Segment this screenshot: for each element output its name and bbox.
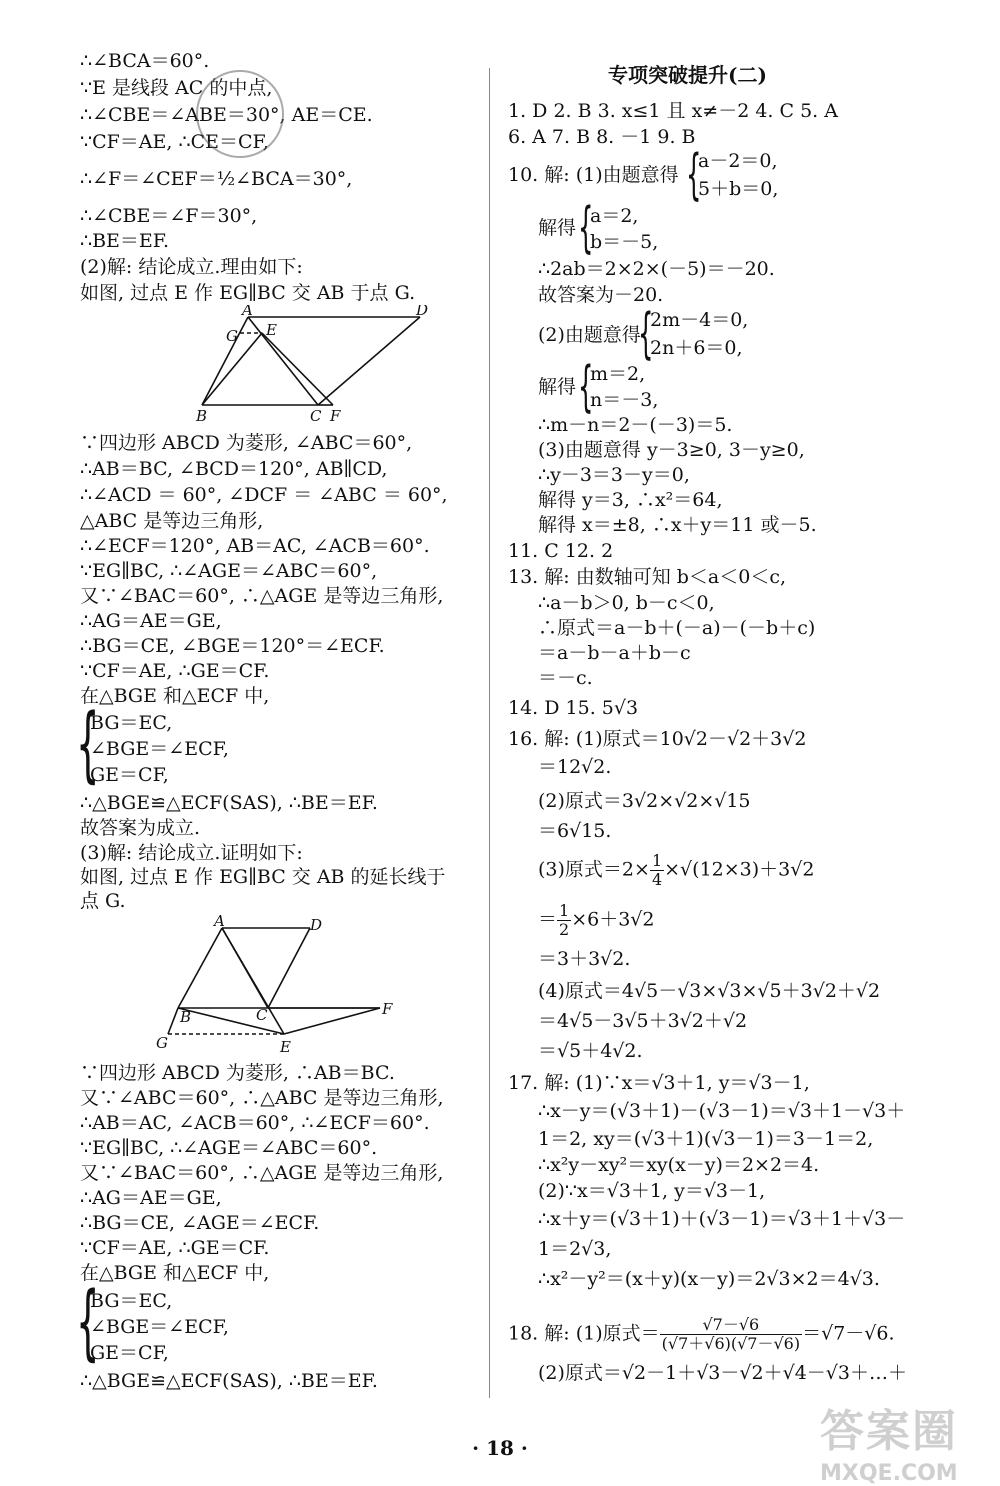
- text-line: ∴BE＝EF.: [80, 230, 170, 252]
- watermark-url: MXQE.COM: [820, 1461, 958, 1486]
- numerator: 1: [559, 901, 570, 920]
- brace: {: [578, 196, 594, 259]
- numerator: 1: [651, 851, 663, 870]
- text-line: (2)解: 结论成立.理由如下:: [80, 256, 303, 278]
- text-line: 故答案为成立.: [80, 817, 201, 839]
- text-line: ∵EG∥BC, ∴∠AGE＝∠ABC＝60°,: [80, 560, 378, 582]
- system-line: n＝－3,: [590, 389, 659, 411]
- label-E: E: [280, 1038, 291, 1056]
- text-line: ∵四边形 ABCD 为菱形, ∴AB＝BC.: [80, 1062, 395, 1084]
- system-line: 2n＋6＝0,: [650, 337, 743, 359]
- text-line: ＝12√2.: [538, 756, 612, 778]
- text-line: ∴x＋y＝(√3＋1)＋(√3－1)＝√3＋1＋√3－: [538, 1208, 906, 1230]
- system-line: BG＝EC,: [90, 712, 173, 734]
- watermark-text: 答案圈: [820, 1406, 958, 1457]
- text-line: (2)∵x＝√3＋1, y＝√3－1,: [538, 1180, 766, 1202]
- fraction: [650, 852, 664, 889]
- label-F: F: [382, 1000, 393, 1018]
- denominator: (√7＋√6)(√7－√6): [661, 1334, 801, 1353]
- text-line: ∴原式＝a－b＋(－a)－(－b＋c): [538, 617, 816, 639]
- question-10: 10. 解: (1)由题意得: [508, 164, 679, 186]
- question-18: [508, 1316, 895, 1353]
- text-line: ∴△BGE≌△ECF(SAS), ∴BE＝EF.: [80, 792, 378, 814]
- text-part: ×√(12×3)＋3√2: [664, 858, 815, 881]
- text-line: ∵四边形 ABCD 为菱形, ∠ABC＝60°,: [80, 432, 413, 454]
- fraction: [557, 902, 571, 939]
- text-line: 在△BGE 和△ECF 中,: [80, 685, 270, 707]
- text-line: 点 G.: [80, 890, 126, 912]
- label-F: F: [330, 407, 341, 423]
- text-line: ＝4√5－3√5＋3√2＋√2: [538, 1010, 748, 1032]
- page-number: · 18 ·: [472, 1436, 528, 1460]
- text-line: ∴AG＝AE＝GE,: [80, 610, 222, 632]
- text-part: ＝: [538, 908, 558, 931]
- text-line: 在△BGE 和△ECF 中,: [80, 1262, 270, 1284]
- text-line: ∴△BGE≌△ECF(SAS), ∴BE＝EF.: [80, 1370, 378, 1392]
- system-line: a＝2,: [590, 205, 639, 227]
- text-line: ∴x²y－xy²＝xy(x－y)＝2×2＝4.: [538, 1154, 820, 1176]
- text-line: ∴y－3＝3－y＝0,: [538, 464, 690, 486]
- text-line: ∴∠ECF＝120°, AB＝AC, ∠ACB＝60°.: [80, 535, 430, 557]
- text-line: △ABC 是等边三角形,: [80, 510, 264, 532]
- label-C: C: [310, 407, 322, 423]
- system-line: b＝－5,: [590, 231, 659, 253]
- text-part: 18. 解: (1)原式＝: [508, 1322, 660, 1345]
- text-line: ∵CF＝AE, ∴GE＝CF.: [80, 1237, 270, 1259]
- text-line: ∴BG＝CE, ∠BGE＝120°＝∠ECF.: [80, 635, 385, 657]
- brace: {: [76, 697, 100, 792]
- label-A: A: [214, 914, 225, 930]
- denominator: 2: [559, 920, 570, 939]
- stamp-mark: [184, 58, 297, 171]
- system-line: GE＝CF,: [90, 1342, 169, 1364]
- text-line: 1＝2, xy＝(√3＋1)(√3－1)＝3－1＝2,: [538, 1128, 874, 1150]
- text-line: 解得 x＝±8, ∴x＋y＝11 或－5.: [538, 514, 817, 536]
- text-line: 1＝2√3,: [538, 1238, 612, 1260]
- label-B: B: [196, 407, 208, 423]
- text-part: ＝√7－√6.: [802, 1322, 895, 1345]
- text-line: ∴∠F＝∠CEF＝½∠BCA＝30°,: [80, 168, 353, 190]
- figure-rhombus-2: [150, 914, 480, 1056]
- text-line: (2)由题意得: [538, 324, 641, 346]
- text-line: ∴BG＝CE, ∠AGE＝∠ECF.: [80, 1212, 320, 1234]
- text-line: ＝－c.: [538, 667, 593, 689]
- text-line: ∴AB＝AC, ∠ACB＝60°, ∴∠ECF＝60°.: [80, 1112, 430, 1134]
- text-line: ∴∠BCA＝60°.: [80, 50, 210, 72]
- label-G: G: [156, 1034, 168, 1052]
- text-line: ∵CF＝AE, ∴CE＝CF,: [80, 131, 269, 153]
- text-line: ∵E 是线段 AC 的中点,: [80, 77, 273, 99]
- system-line: m＝2,: [590, 363, 646, 385]
- text-part: ×6＋3√2: [571, 908, 655, 931]
- system-line: BG＝EC,: [90, 1290, 173, 1312]
- figure-rhombus-1: [190, 305, 450, 423]
- text-line: ＝3＋3√2.: [538, 948, 631, 970]
- label-G: G: [226, 327, 238, 345]
- answer-line: 11. C 12. 2: [508, 540, 614, 562]
- brace: {: [686, 143, 702, 206]
- system-line: 5＋b＝0,: [698, 178, 779, 200]
- label-D: D: [416, 305, 429, 319]
- text-line: ∴a－b＞0, b－c＜0,: [538, 592, 715, 614]
- answer-line: 14. D 15. 5√3: [508, 697, 639, 719]
- system-line: GE＝CF,: [90, 764, 169, 786]
- text-line: 解得 y＝3, ∴x²＝64,: [538, 489, 723, 511]
- text-line: ＝6√15.: [538, 820, 612, 842]
- text-line: 又∵∠BAC＝60°, ∴△AGE 是等边三角形,: [80, 1162, 444, 1184]
- text-line: 如图, 过点 E 作 EG∥BC 交 AB 于点 G.: [80, 282, 416, 304]
- text-line: (4)原式＝4√5－√3×√3×√5＋3√2＋√2: [538, 980, 881, 1002]
- column-divider: [489, 68, 490, 1398]
- watermark-logo: [820, 1395, 958, 1486]
- text-line: (3)解: 结论成立.证明如下:: [80, 842, 303, 864]
- text-line: 解得: [538, 217, 577, 239]
- text-line: ∵CF＝AE, ∴GE＝CF.: [80, 660, 270, 682]
- text-line: 故答案为－20.: [538, 284, 664, 306]
- system-line: ∠BGE＝∠ECF,: [90, 1316, 229, 1338]
- brace: {: [638, 302, 654, 365]
- text-line: 又∵∠BAC＝60°, ∴△AGE 是等边三角形,: [80, 585, 444, 607]
- text-line: ∴m－n＝2－(－3)＝5.: [538, 414, 733, 436]
- denominator: 4: [651, 870, 663, 889]
- answer-line: 1. D 2. B 3. x≤1 且 x≠－2 4. C 5. A: [508, 100, 838, 122]
- text-line: ∴AB＝BC, ∠BCD＝120°, AB∥CD,: [80, 458, 388, 480]
- text-line: ∴2ab＝2×2×(－5)＝－20.: [538, 258, 775, 280]
- text-line: 解得: [538, 376, 577, 398]
- text-line: (3)由题意得 y－3≥0, 3－y≥0,: [538, 439, 805, 461]
- label-E: E: [266, 321, 277, 339]
- text-line: ∴∠ACD ＝ 60°, ∠DCF ＝ ∠ABC ＝ 60°,: [80, 484, 448, 506]
- label-B: B: [180, 1008, 192, 1026]
- formula-line: [538, 902, 655, 939]
- brace: {: [578, 355, 594, 418]
- fraction: [660, 1316, 802, 1353]
- text-line: ∵EG∥BC, ∴∠AGE＝∠ABC＝60°.: [80, 1137, 378, 1159]
- text-part: (3)原式＝2×: [538, 858, 650, 881]
- question-17: 17. 解: (1)∵x＝√3＋1, y＝√3－1,: [508, 1072, 810, 1094]
- text-line: ∴x²－y²＝(x＋y)(x－y)＝2√3×2＝4√3.: [538, 1268, 880, 1290]
- text-line: 如图, 过点 E 作 EG∥BC 交 AB 的延长线于: [80, 866, 446, 888]
- text-line: ＝a－b－a＋b－c: [538, 642, 691, 664]
- section-title: 专项突破提升(二): [608, 63, 767, 87]
- text-line: ＝√5＋4√2.: [538, 1040, 643, 1062]
- numerator: √7－√6: [660, 1316, 802, 1335]
- answer-line: 6. A 7. B 8. －1 9. B: [508, 126, 696, 148]
- question-16: 16. 解: (1)原式＝10√2－√2＋3√2: [508, 728, 807, 750]
- system-line: ∠BGE＝∠ECF,: [90, 738, 229, 760]
- text-line: ∴∠CBE＝∠ABE＝30°, AE＝CE.: [80, 104, 373, 126]
- label-C: C: [256, 1006, 268, 1024]
- label-A: A: [242, 305, 253, 319]
- formula-line: [538, 852, 814, 889]
- brace: {: [76, 1275, 100, 1370]
- system-line: a－2＝0,: [698, 150, 778, 172]
- text-line: (2)原式＝√2－1＋√3－√2＋√4－√3＋…＋: [538, 1362, 907, 1384]
- text-line: ∴AG＝AE＝GE,: [80, 1187, 222, 1209]
- text-line: ∴x－y＝(√3＋1)－(√3－1)＝√3＋1－√3＋: [538, 1100, 906, 1122]
- text-line: 又∵∠ABC＝60°, ∴△ABC 是等边三角形,: [80, 1087, 444, 1109]
- question-13: 13. 解: 由数轴可知 b＜a＜0＜c,: [508, 566, 786, 588]
- system-line: 2m－4＝0,: [650, 309, 749, 331]
- label-D: D: [310, 916, 323, 934]
- text-line: ∴∠CBE＝∠F＝30°,: [80, 205, 258, 227]
- text-line: (2)原式＝3√2×√2×√15: [538, 790, 751, 812]
